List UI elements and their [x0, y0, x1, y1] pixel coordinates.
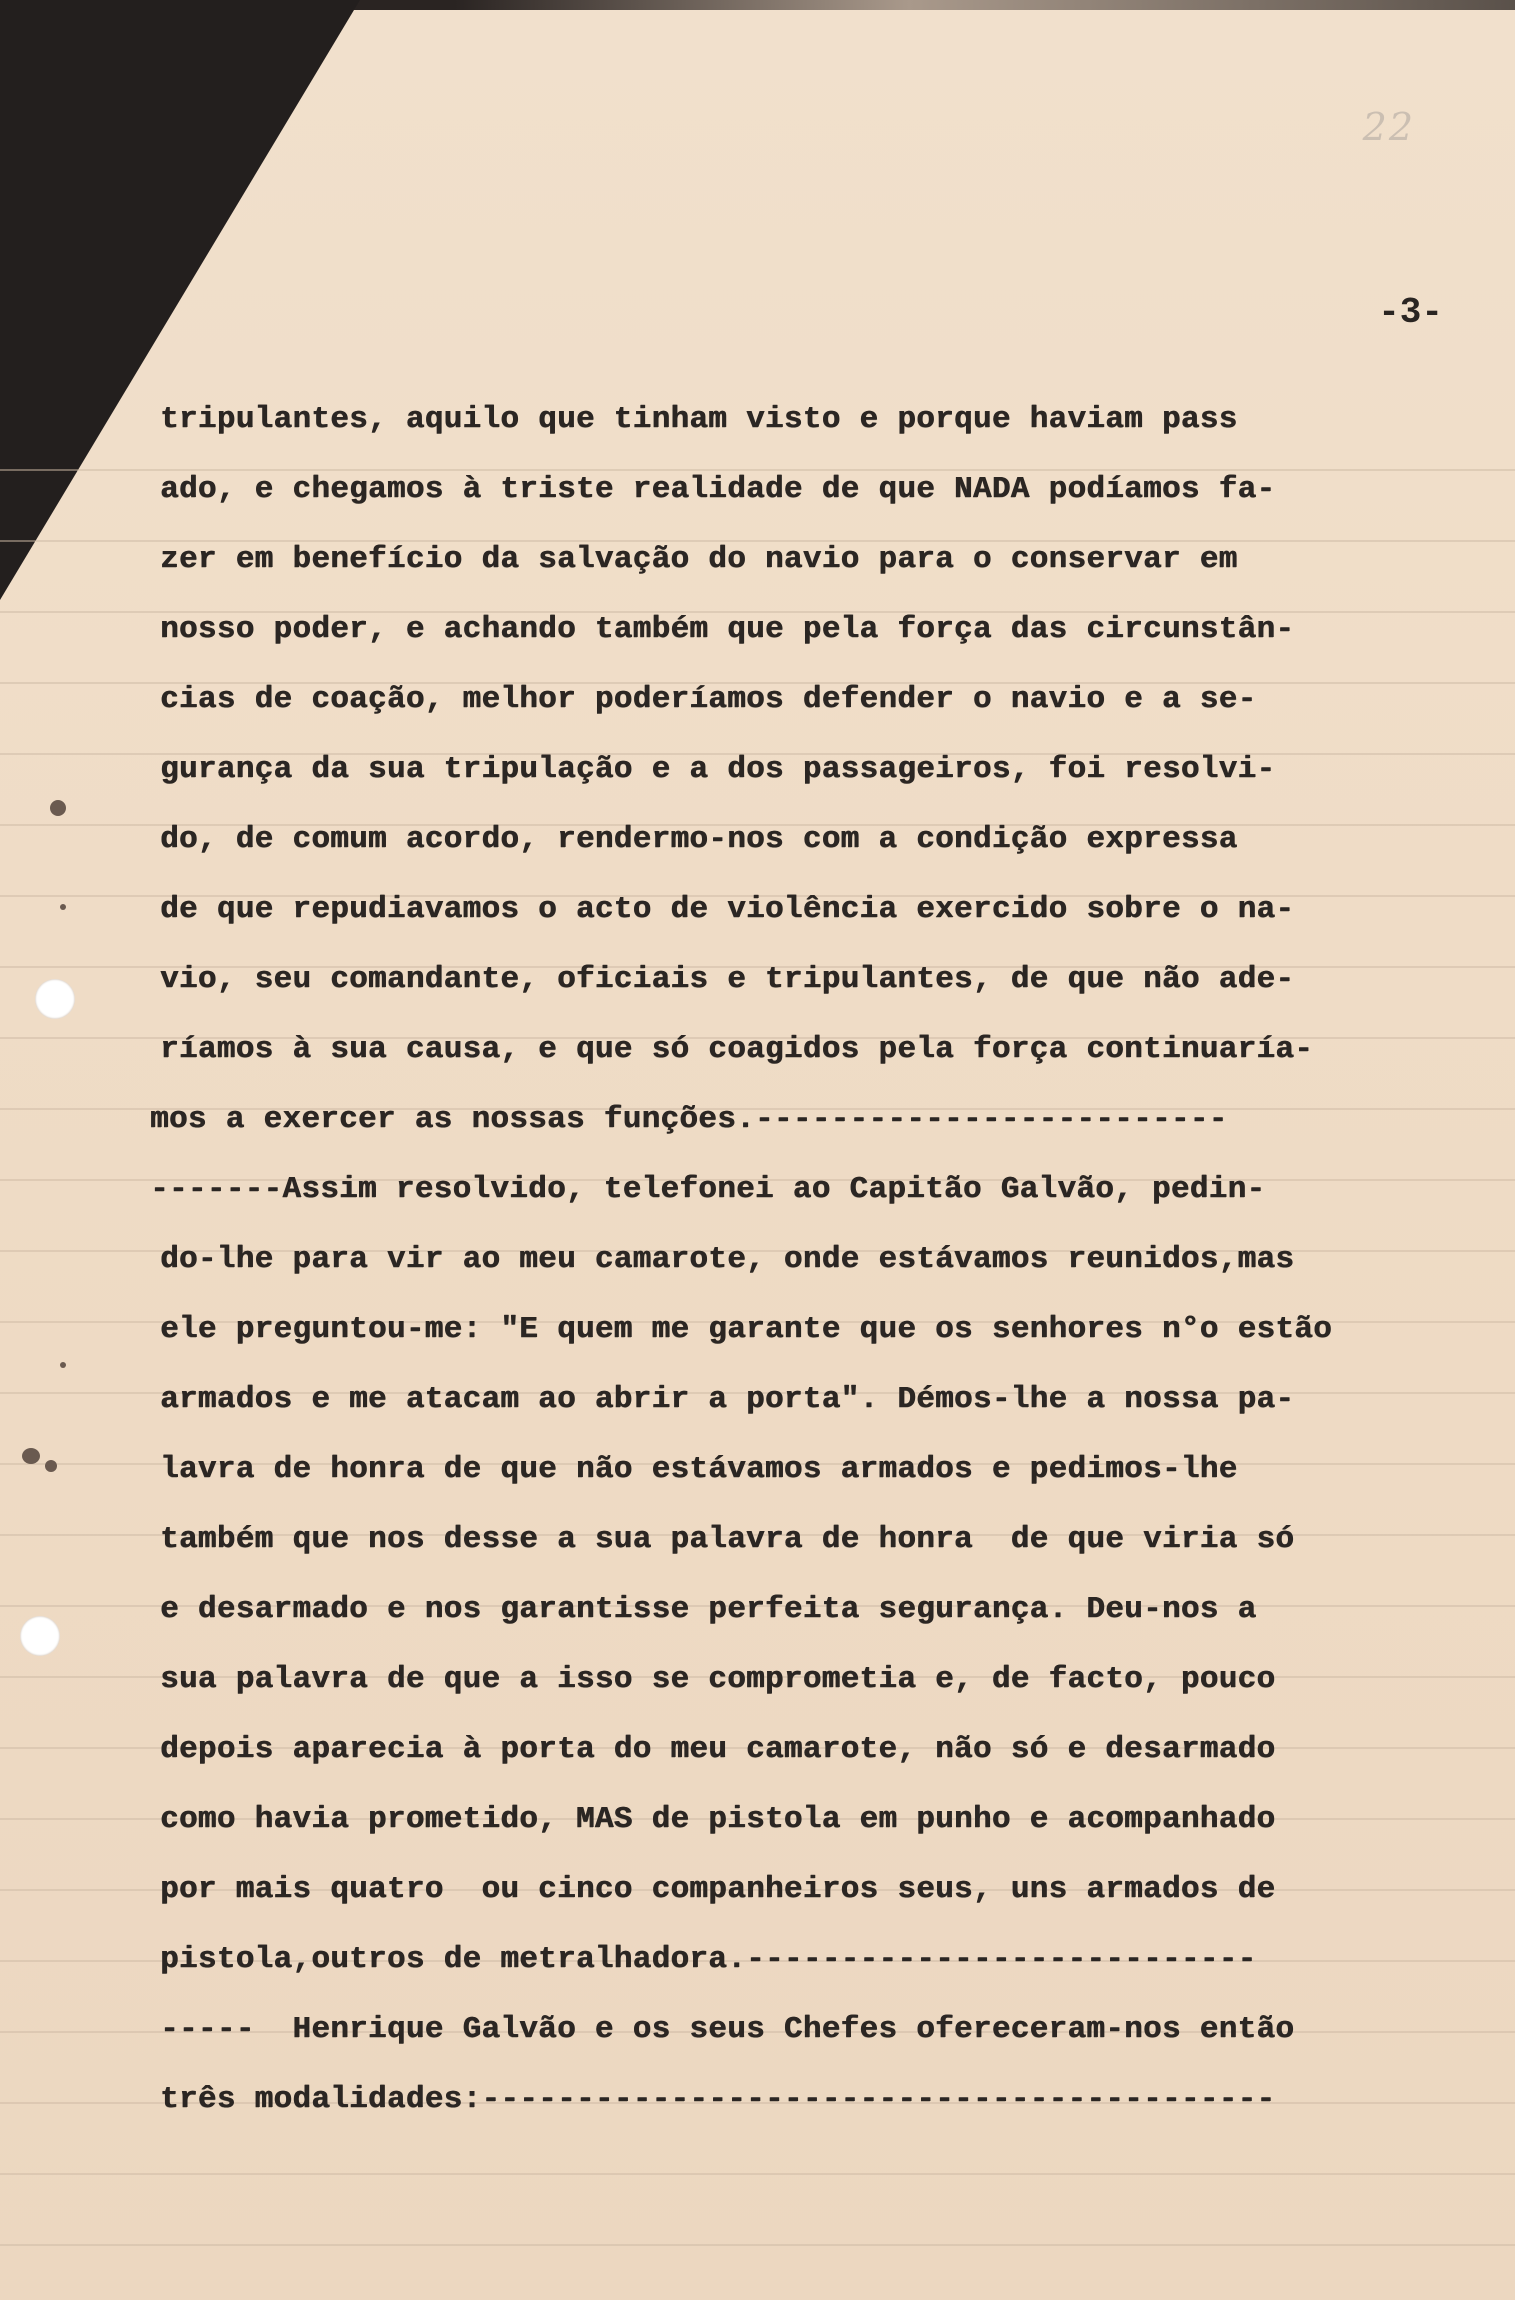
text-line: também que nos desse a sua palavra de honra de que viria só [160, 1522, 1295, 1557]
text-line: tripulantes, aquilo que tinham visto e porque haviam pass [160, 402, 1238, 437]
text-line: ele preguntou-me: "E quem me garante que os senhores n°o estão [160, 1312, 1332, 1347]
text-line: de que repudiavamos o acto de violência exercido sobre o na- [160, 892, 1295, 927]
typewritten-body [150, 395, 1440, 2145]
ink-speck [22, 1448, 40, 1464]
folio-mark: 22 [1362, 105, 1415, 149]
punch-hole-bottom [20, 1616, 60, 1656]
text-line: -------Assim resolvido, telefonei ao Capitão Galvão, pedin- [150, 1172, 1266, 1207]
text-line: ado, e chegamos à triste realidade de que NADA podíamos fa- [160, 472, 1276, 507]
punch-hole-top [35, 979, 75, 1019]
text-line: gurança da sua tripulação e a dos passageiros, foi resolvi- [160, 752, 1276, 787]
ink-speck [50, 800, 66, 816]
text-line: e desarmado e nos garantisse perfeita segurança. Deu-nos a [160, 1592, 1257, 1627]
text-line: do-lhe para vir ao meu camarote, onde estávamos reunidos,mas [160, 1242, 1295, 1277]
ink-speck [60, 1362, 66, 1368]
ink-speck [45, 1460, 57, 1472]
text-line: vio, seu comandante, oficiais e tripulantes, de que não ade- [160, 962, 1295, 997]
ink-speck [60, 904, 66, 910]
text-line: zer em benefício da salvação do navio para o conservar em [160, 542, 1238, 577]
text-line: armados e me atacam ao abrir a porta". Démos-lhe a nossa pa- [160, 1382, 1295, 1417]
text-line: ----- Henrique Galvão e os seus Chefes ofereceram-nos então [160, 2012, 1295, 2047]
text-line: cias de coação, melhor poderíamos defender o navio e a se- [160, 682, 1257, 717]
text-line: três modalidades:------------------------------------------ [160, 2082, 1276, 2117]
text-line: do, de comum acordo, rendermo-nos com a condição expressa [160, 822, 1238, 857]
text-line: depois aparecia à porta do meu camarote, não só e desarmado [160, 1732, 1276, 1767]
text-line: lavra de honra de que não estávamos armados e pedimos-lhe [160, 1452, 1238, 1487]
text-line: ríamos à sua causa, e que só coagidos pela força continuaría- [160, 1032, 1314, 1067]
text-line: pistola,outros de metralhadora.--------------------------- [160, 1942, 1257, 1977]
page-number: -3- [1378, 292, 1443, 333]
text-line: nosso poder, e achando também que pela força das circunstân- [160, 612, 1295, 647]
text-line: mos a exercer as nossas funções.------------------------- [150, 1102, 1228, 1137]
text-line: sua palavra de que a isso se comprometia e, de facto, pouco [160, 1662, 1276, 1697]
text-line: por mais quatro ou cinco companheiros seus, uns armados de [160, 1872, 1276, 1907]
text-line: como havia prometido, MAS de pistola em punho e acompanhado [160, 1802, 1276, 1837]
